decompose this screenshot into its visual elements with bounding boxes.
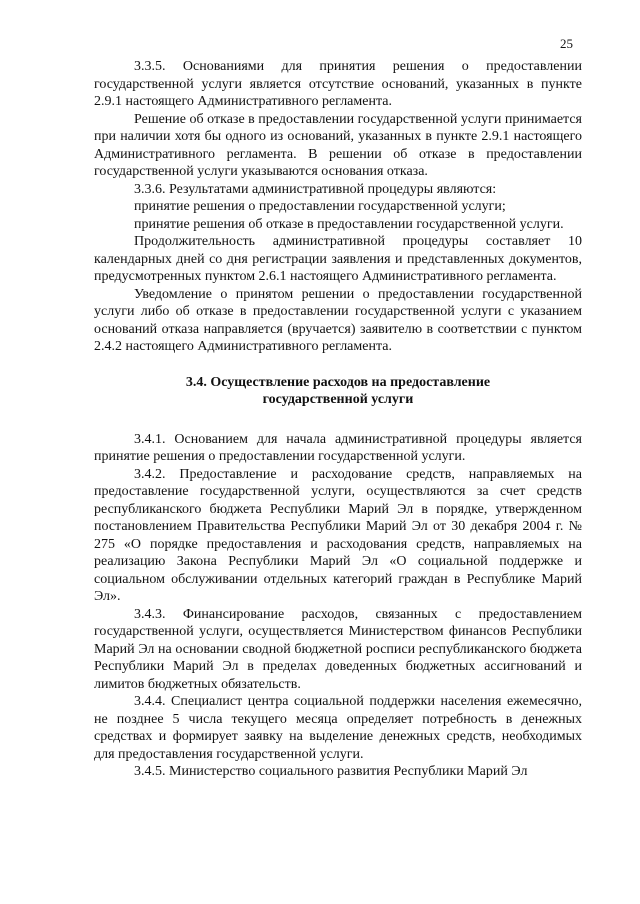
section-heading-line1: 3.4. Осуществление расходов на предоставление: [185, 374, 491, 390]
section-heading-3-4: [94, 374, 582, 409]
paragraph-3-4-1: 3.4.1. Основанием для начала административной процедуры является принятие решения о предоставлении государственной услуги.: [94, 431, 582, 464]
paragraph-duration: Продолжительность административной процедуры составляет 10 календарных дней со дня регистрации заявления и представленных документов, предусмотренных пунктом 2.6.1 настоящего Административного регламента.: [94, 234, 582, 284]
paragraph-3-4-3: 3.4.3. Финансирование расходов, связанных с предоставлением государственной услуги, осуществляется Министерством финансов Республики Марий Эл на основании сводной бюджетной росписи республиканского бюджета Республики Марий Эл в пределах доведенных бюджетных ассигнований и лимитов бюджетных обязательств.: [94, 606, 582, 692]
paragraph-refusal-decision: Решение об отказе в предоставлении государственной услуги принимается при наличии хотя бы одного из оснований, указанных в пункте 2.9.1 настоящего Административного регламента. В решении об отказе в предоставлении государственной услуги указываются основания отказа.: [94, 111, 582, 179]
paragraph-3-3-6: 3.3.6. Результатами административной процедуры являются:: [134, 181, 497, 197]
section-heading-line2: государственной услуги: [262, 392, 414, 407]
result-item-refusal: принятие решения об отказе в предоставлении государственной услуги.: [134, 216, 564, 232]
paragraph-3-4-4: 3.4.4. Специалист центра социальной поддержки населения ежемесячно, не позднее 5 числа текущего месяца определяет потребность в денежных средствах и формирует заявку на выделение денежных средств, необходимых для предоставления государственной услуги.: [94, 694, 582, 762]
page-number: 25: [560, 36, 573, 51]
paragraph-3-4-5: 3.4.5. Министерство социального развития Республики Марий Эл: [134, 764, 528, 779]
paragraph-3-4-2: 3.4.2. Предоставление и расходование средств, направляемых на предоставление государственной услуги, осуществляются за счет средств республиканского бюджета Республики Марий Эл в порядке, утвержденном постановлением Правительства Республики Марий Эл от 30 декабря 2004 г. № 275 «О порядке предоставления и расходования средств, направляемых на реализацию Закона Республики Марий Эл «О социальной поддержке и социальном обслуживании отдельных категорий граждан в Республике Марий Эл».: [94, 466, 582, 604]
result-item-grant: принятие решения о предоставлении государственной услуги;: [134, 199, 506, 214]
document-body: [94, 58, 582, 781]
paragraph-notification: Уведомление о принятом решении о предоставлении государственной услуги либо об отказе в предоставлении государственной услуги с указанием оснований отказа направляется (вручается) заявителю в соответствии с пунктом 2.4.2 настоящего Административного регламента.: [94, 286, 582, 354]
paragraph-3-3-5: 3.3.5. Основаниями для принятия решения о предоставлении государственной услуги является отсутствие оснований, указанных в пункте 2.9.1 настоящего Административного регламента.: [94, 59, 582, 109]
